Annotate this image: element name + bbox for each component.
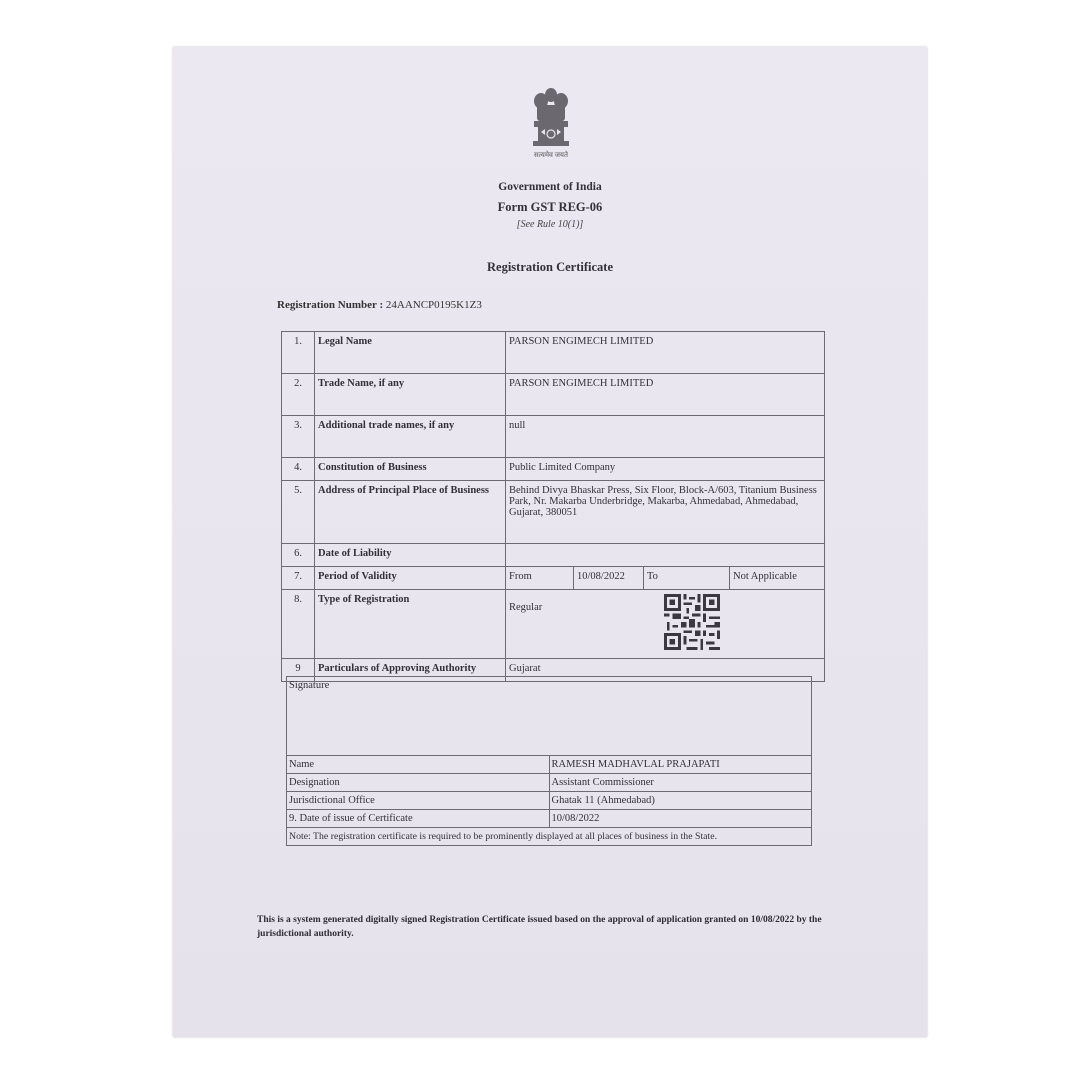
footer-statement: This is a system generated digitally signed Registration Certificate issued based on the approval of application granted on 10/08/2022 by the jurisdictional authority. (257, 915, 822, 939)
row-number: 8. (282, 590, 315, 659)
signatory-name-value: RAMESH MADHAVLAL PRAJAPATI (549, 756, 812, 774)
table-row (287, 677, 812, 756)
emblem-motto: सत्यमेव जयते (534, 151, 568, 159)
certificate-title: Registration Certificate (487, 260, 613, 274)
jurisdictional-office-value: Ghatak 11 (Ahmedabad) (549, 792, 812, 810)
row-number: 1. (282, 332, 315, 374)
row-label: Constitution of Business (315, 458, 506, 481)
registration-number-value: 24AANCP0195K1Z3 (385, 299, 482, 311)
legal-name-value: PARSON ENGIMECH LIMITED (506, 332, 825, 374)
registration-number (277, 299, 482, 311)
validity-from-value: 10/08/2022 (573, 567, 643, 589)
signature-box: Signature (287, 677, 812, 756)
table-row (282, 458, 825, 481)
table-row (287, 810, 812, 828)
table-row (287, 828, 812, 846)
registration-type-value: Regular (509, 602, 543, 613)
row-number: 5. (282, 481, 315, 544)
row-label: Particulars of Approving Authority (315, 659, 506, 682)
validity-to-label: To (643, 567, 729, 589)
row-number: 7. (282, 567, 315, 590)
table-row (282, 567, 825, 590)
row-label: Additional trade names, if any (315, 416, 506, 458)
address-value: Behind Divya Bhaskar Press, Six Floor, Block-A/603, Titanium Business Park, Nr. Makarba Underbridge, Makarba, Ahmedabad, Ahmedabad, Gujarat, 380051 (506, 481, 825, 544)
row-number: 6. (282, 544, 315, 567)
additional-trade-names-value: null (506, 416, 825, 458)
row-label: Trade Name, if any (315, 374, 506, 416)
constitution-value: Public Limited Company (506, 458, 825, 481)
row-number: 4. (282, 458, 315, 481)
designation-value: Assistant Commissioner (549, 774, 812, 792)
validity-to-value: Not Applicable (729, 567, 824, 589)
row-number: 3. (282, 416, 315, 458)
table-row (282, 544, 825, 567)
table-row (287, 792, 812, 810)
designation-label: Designation (287, 774, 550, 792)
table-row (282, 332, 825, 374)
trade-name-value: PARSON ENGIMECH LIMITED (506, 374, 825, 416)
row-number: 2. (282, 374, 315, 416)
row-label: Type of Registration (315, 590, 506, 659)
certificate-sheet (173, 47, 927, 1037)
row-label: Date of Liability (315, 544, 506, 567)
form-heading: Form GST REG-06 (497, 200, 603, 214)
row-label: Legal Name (315, 332, 506, 374)
registration-type-cell (506, 590, 825, 659)
table-row (287, 756, 812, 774)
government-heading: Government of India (498, 181, 602, 193)
registration-details-table (281, 331, 825, 682)
row-label: Period of Validity (315, 567, 506, 590)
table-row (287, 774, 812, 792)
issue-date-value: 10/08/2022 (549, 810, 812, 828)
date-of-liability-value (506, 544, 825, 567)
qr-code-icon (664, 594, 720, 650)
display-note: Note: The registration certificate is required to be prominently displayed at all places of business in the State. (287, 828, 812, 846)
rule-reference: [See Rule 10(1)] (516, 219, 584, 230)
signature-table (286, 676, 812, 846)
table-row (282, 481, 825, 544)
row-label: Address of Principal Place of Business (315, 481, 506, 544)
jurisdictional-office-label: Jurisdictional Office (287, 792, 550, 810)
registration-number-label: Registration Number : (277, 299, 384, 311)
national-emblem-icon (529, 85, 573, 161)
signatory-name-label: Name (287, 756, 550, 774)
validity-cell (506, 567, 825, 590)
table-row (282, 590, 825, 659)
row-number: 9 (282, 659, 315, 682)
approving-authority-value: Gujarat (506, 659, 825, 682)
table-row (282, 416, 825, 458)
table-row (282, 374, 825, 416)
issue-date-label: 9. Date of issue of Certificate (287, 810, 550, 828)
validity-from-label: From (509, 571, 532, 582)
